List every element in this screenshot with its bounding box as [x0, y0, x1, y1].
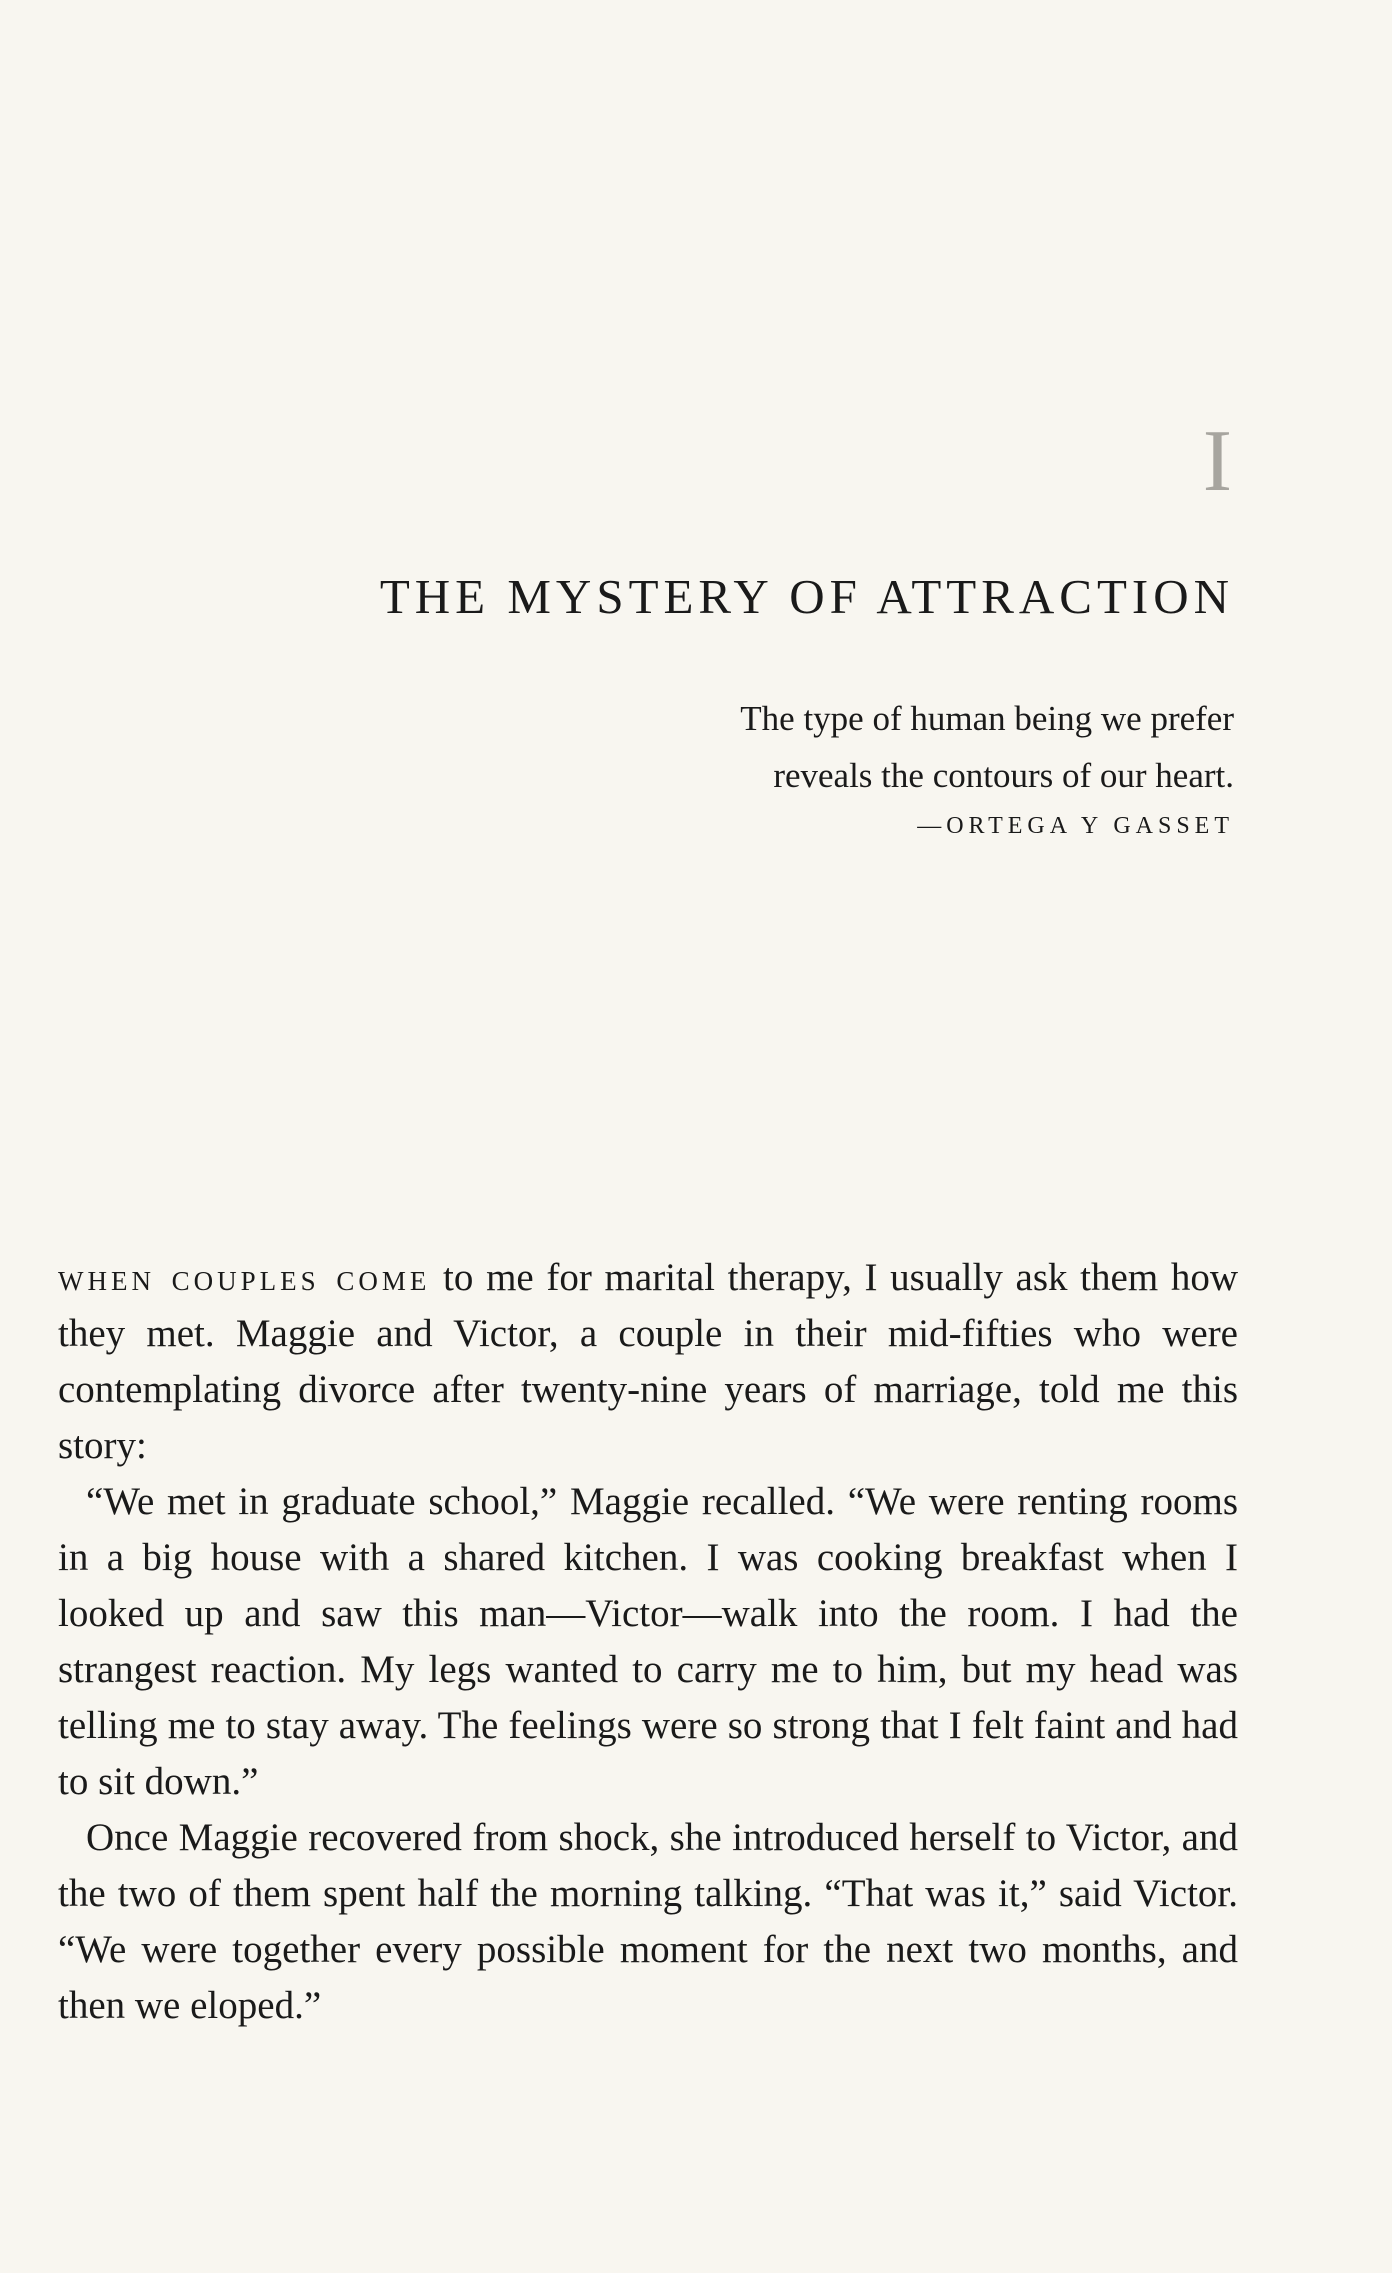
epigraph-line: The type of human being we prefer [740, 699, 1234, 738]
chapter-body [58, 1250, 1238, 2034]
epigraph-line: reveals the contours of our heart. [773, 756, 1234, 795]
paragraph-text: to me for marital therapy, I usually ask them how they met. Maggie and Victor, a couple in their mid-fifties who were contemplating divorce after twenty-nine years of marriage, told me this story: [58, 1256, 1239, 1467]
body-paragraph: Once Maggie recovered from shock, she introduced herself to Victor, and the two of them spent half the morning talking. “That was it,” said Victor. “We were together every possible moment for the next two months, and then we eloped.” [58, 1816, 1238, 2027]
chapter-number: I [1202, 413, 1232, 510]
body-paragraph: “We met in graduate school,” Maggie recalled. “We were renting rooms in a big house with a shared kitchen. I was cooking breakfast when I looked up and saw this man—Victor—walk into the room. I had the strangest reaction. My legs wanted to carry me to him, but my head was telling me to stay away. The feelings were so strong that I felt faint and had to sit down.” [58, 1480, 1238, 1803]
body-paragraph [58, 1250, 1238, 1474]
opening-smallcaps: when couples come [58, 1256, 431, 1299]
chapter-title: THE MYSTERY OF ATTRACTION [379, 569, 1234, 624]
epigraph [534, 690, 1234, 841]
epigraph-attribution: —ORTEGA Y GASSET [917, 813, 1234, 839]
